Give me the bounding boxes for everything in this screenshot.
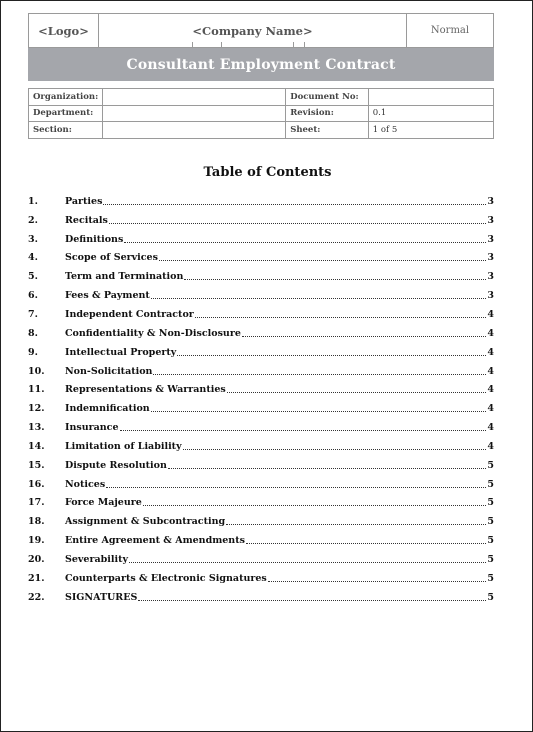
toc-entry-page: 5 xyxy=(487,497,494,509)
meta-row xyxy=(29,122,494,139)
toc-entry-page: 5 xyxy=(487,478,494,490)
toc-list xyxy=(28,192,494,607)
meta-table xyxy=(28,88,494,139)
toc-entry-number: 15. xyxy=(28,459,45,471)
toc-entry-page: 5 xyxy=(487,553,494,565)
toc-entry-label: Dispute Resolution xyxy=(65,459,167,471)
toc-entry-label: Scope of Services xyxy=(65,252,158,264)
toc-entry-label: Indemnification xyxy=(65,403,150,415)
company-name: <Company Name> xyxy=(99,14,407,47)
toc-entry[interactable] xyxy=(28,267,494,286)
toc-entry-label: Independent Contractor xyxy=(65,308,194,320)
toc-entry[interactable] xyxy=(28,343,494,362)
toc-entry[interactable] xyxy=(28,249,494,268)
toc-entry[interactable] xyxy=(28,456,494,475)
toc-entry-number: 4. xyxy=(28,252,38,264)
header-ticks xyxy=(99,42,407,47)
toc-entry[interactable] xyxy=(28,230,494,249)
toc-entry-label: Parties xyxy=(65,195,103,207)
toc-entry[interactable] xyxy=(28,588,494,607)
sheet-label: Sheet: xyxy=(286,122,369,139)
toc-leader-dots xyxy=(242,336,486,337)
toc-leader-dots xyxy=(151,298,487,299)
toc-leader-dots xyxy=(120,430,487,431)
toc-entry-page: 3 xyxy=(487,290,494,302)
toc-entry[interactable] xyxy=(28,399,494,418)
status-label: Normal xyxy=(430,25,470,36)
toc-entry-number: 10. xyxy=(28,365,45,377)
toc-leader-dots xyxy=(151,411,487,412)
toc-leader-dots xyxy=(106,487,486,488)
toc-leader-dots xyxy=(109,223,487,224)
toc-entry-label: Force Majeure xyxy=(65,497,142,509)
toc-title: Table of Contents xyxy=(203,165,332,180)
toc-entry-page: 4 xyxy=(487,384,494,396)
toc-entry-number: 9. xyxy=(28,346,38,358)
toc-entry-page: 4 xyxy=(487,365,494,377)
revision-label: Revision: xyxy=(286,105,369,122)
revision-value: 0.1 xyxy=(368,105,493,122)
toc-entry-label: Fees & Payment xyxy=(65,290,150,302)
toc-entry[interactable] xyxy=(28,475,494,494)
toc-entry-page: 3 xyxy=(487,233,494,245)
toc-entry-page: 4 xyxy=(487,308,494,320)
toc-entry-number: 3. xyxy=(28,233,38,245)
toc-leader-dots xyxy=(177,355,486,356)
toc-entry-page: 5 xyxy=(487,535,494,547)
section-label: Section: xyxy=(29,122,103,139)
toc-leader-dots xyxy=(226,524,486,525)
toc-entry-label: Recitals xyxy=(65,214,108,226)
toc-entry[interactable] xyxy=(28,418,494,437)
toc-entry-number: 22. xyxy=(28,591,45,603)
toc-entry-page: 4 xyxy=(487,327,494,339)
toc-entry-number: 13. xyxy=(28,422,45,434)
toc-entry-label: SIGNATURES xyxy=(65,591,138,603)
toc-entry-label: Counterparts & Electronic Signatures xyxy=(65,572,267,584)
toc-entry-label: Notices xyxy=(65,478,106,490)
organization-label: Organization: xyxy=(29,89,103,106)
toc-entry[interactable] xyxy=(28,437,494,456)
toc-entry[interactable] xyxy=(28,324,494,343)
toc-entry-label: Entire Agreement & Amendments xyxy=(65,535,245,547)
toc-entry-page: 5 xyxy=(487,572,494,584)
toc-entry-number: 12. xyxy=(28,403,45,415)
toc-leader-dots xyxy=(129,562,486,563)
toc-entry[interactable] xyxy=(28,211,494,230)
toc-entry-page: 5 xyxy=(487,459,494,471)
header-block xyxy=(28,13,494,48)
toc-entry-number: 7. xyxy=(28,308,38,320)
toc-entry-label: Non-Solicitation xyxy=(65,365,153,377)
toc-entry-label: Intellectual Property xyxy=(65,346,177,358)
toc-leader-dots xyxy=(124,242,486,243)
sheet-value: 1 of 5 xyxy=(368,122,493,139)
toc-leader-dots xyxy=(103,204,486,205)
toc-entry-number: 2. xyxy=(28,214,38,226)
toc-entry[interactable] xyxy=(28,550,494,569)
toc-entry-page: 4 xyxy=(487,403,494,415)
toc-entry-number: 6. xyxy=(28,290,38,302)
logo-placeholder: <Logo> xyxy=(29,14,99,47)
toc-entry[interactable] xyxy=(28,192,494,211)
toc-leader-dots xyxy=(246,543,486,544)
toc-entry-page: 3 xyxy=(487,195,494,207)
toc-entry-number: 19. xyxy=(28,535,45,547)
toc-entry-page: 4 xyxy=(487,440,494,452)
toc-entry[interactable] xyxy=(28,286,494,305)
toc-leader-dots xyxy=(227,392,487,393)
toc-entry-page: 3 xyxy=(487,271,494,283)
toc-leader-dots xyxy=(159,260,486,261)
toc-entry-number: 14. xyxy=(28,440,45,452)
toc-entry[interactable] xyxy=(28,362,494,381)
toc-leader-dots xyxy=(184,279,486,280)
meta-row xyxy=(29,105,494,122)
title-bar xyxy=(28,48,494,81)
toc-entry-number: 11. xyxy=(28,384,45,396)
toc-entry-number: 8. xyxy=(28,327,38,339)
toc-entry-number: 21. xyxy=(28,572,45,584)
toc-entry-page: 5 xyxy=(487,516,494,528)
toc-entry-number: 16. xyxy=(28,478,45,490)
toc-entry-label: Representations & Warranties xyxy=(65,384,226,396)
toc-entry[interactable] xyxy=(28,569,494,588)
toc-entry-number: 18. xyxy=(28,516,45,528)
toc-entry-page: 4 xyxy=(487,346,494,358)
toc-entry-page: 3 xyxy=(487,252,494,264)
toc-leader-dots xyxy=(138,600,486,601)
toc-entry[interactable] xyxy=(28,531,494,550)
section-value xyxy=(103,122,286,139)
toc-entry-label: Assignment & Subcontracting xyxy=(65,516,226,528)
document-no-value xyxy=(368,89,493,106)
toc-entry[interactable] xyxy=(28,305,494,324)
toc-entry-page: 3 xyxy=(487,214,494,226)
meta-row xyxy=(29,89,494,106)
toc-leader-dots xyxy=(168,468,487,469)
toc-entry-number: 20. xyxy=(28,553,45,565)
toc-entry-label: Limitation of Liability xyxy=(65,440,182,452)
toc-leader-dots xyxy=(183,449,487,450)
toc-entry[interactable] xyxy=(28,512,494,531)
toc-entry-number: 1. xyxy=(28,195,38,207)
department-value xyxy=(103,105,286,122)
toc-leader-dots xyxy=(143,505,487,506)
toc-entry[interactable] xyxy=(28,380,494,399)
toc-entry[interactable] xyxy=(28,494,494,513)
toc-entry-label: Term and Termination xyxy=(65,271,184,283)
department-label: Department: xyxy=(29,105,103,122)
toc-entry-label: Definitions xyxy=(65,233,124,245)
organization-value xyxy=(103,89,286,106)
toc-leader-dots xyxy=(153,374,486,375)
toc-entry-number: 17. xyxy=(28,497,45,509)
toc-entry-page: 4 xyxy=(487,422,494,434)
toc-entry-number: 5. xyxy=(28,271,38,283)
document-title: Consultant Employment Contract xyxy=(126,56,396,73)
toc-entry-page: 5 xyxy=(487,591,494,603)
document-no-label: Document No: xyxy=(286,89,369,106)
toc-leader-dots xyxy=(268,581,487,582)
toc-entry-label: Confidentiality & Non-Disclosure xyxy=(65,327,241,339)
toc-leader-dots xyxy=(195,317,487,318)
toc-entry-label: Severability xyxy=(65,553,129,565)
toc-entry-label: Insurance xyxy=(65,422,119,434)
